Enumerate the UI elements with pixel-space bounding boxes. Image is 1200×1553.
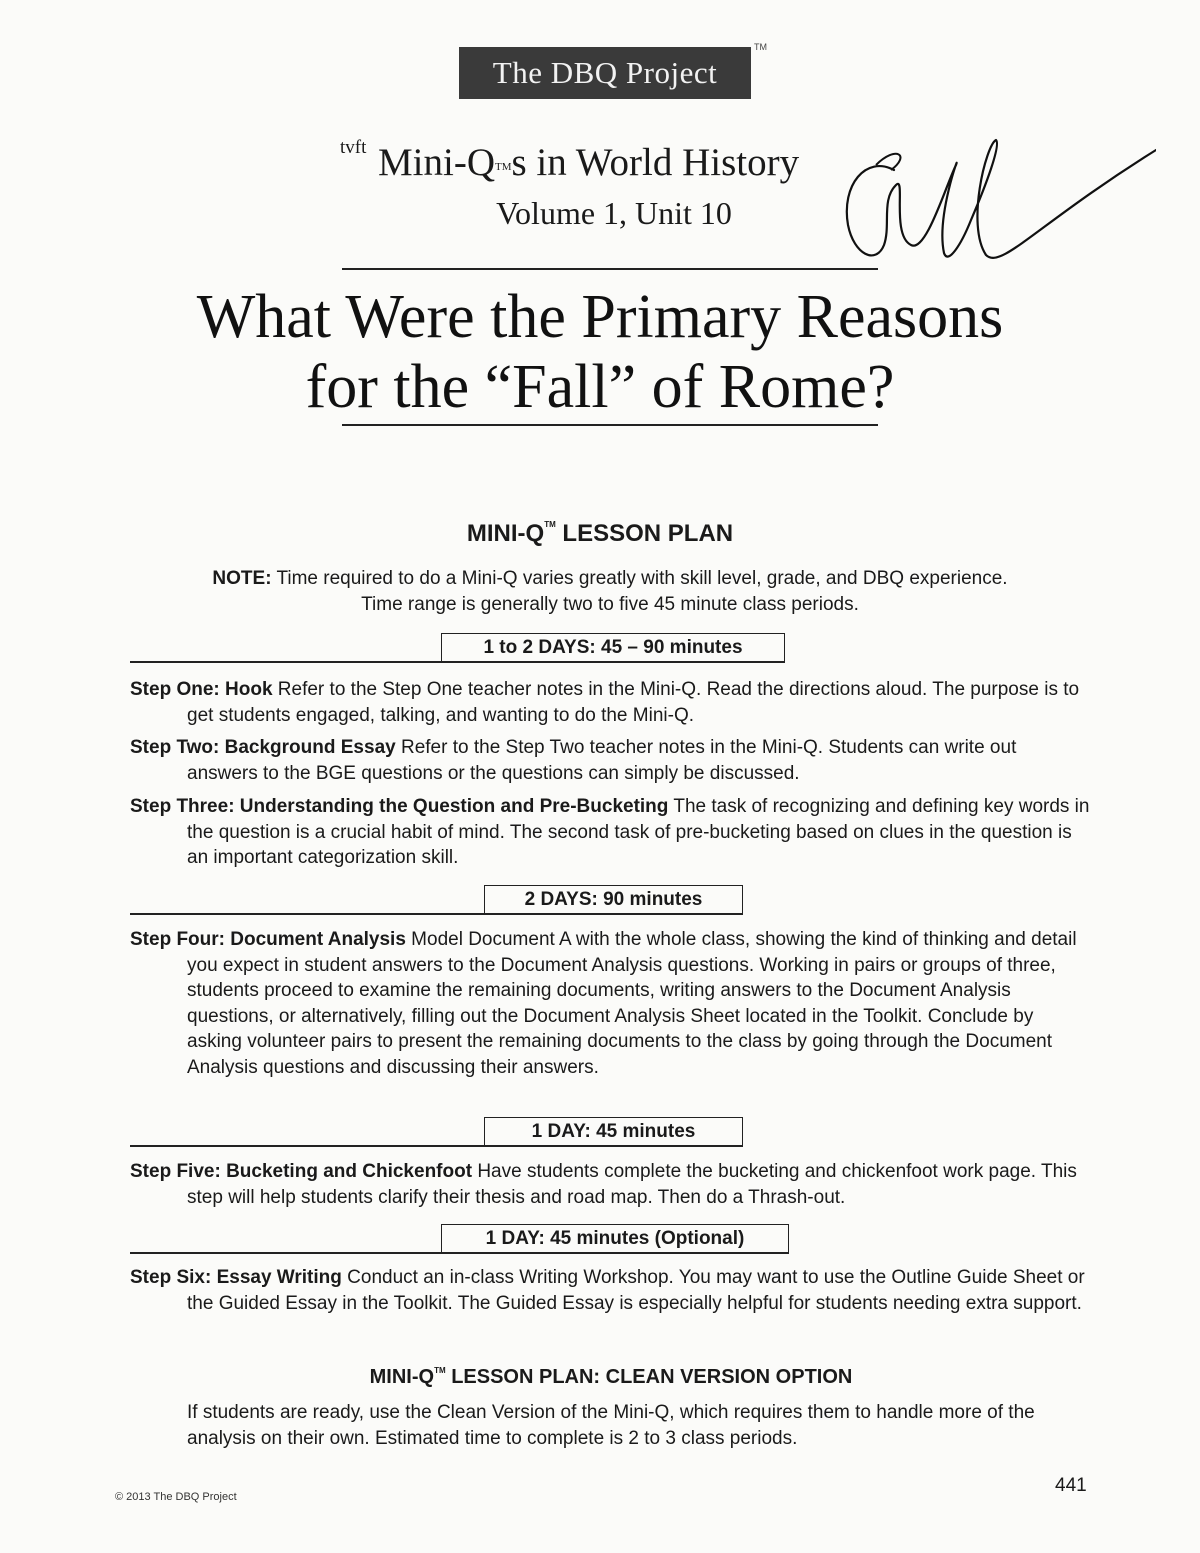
time-block-2: 2 DAYS: 90 minutes: [484, 885, 743, 914]
step-three-title: Step Three: Understanding the Question and Pre-Bucketing: [130, 796, 669, 817]
step-four-title: Step Four: Document Analysis: [130, 929, 406, 950]
handwritten-annotation: tvft: [340, 137, 367, 158]
step-one: [130, 677, 1090, 728]
copyright-notice: © 2013 The DBQ Project: [115, 1491, 237, 1503]
series-title: [378, 141, 799, 185]
lesson-plan-heading-text: MINI-Q: [466, 520, 545, 547]
step-two-title: Step Two: Background Essay: [130, 737, 396, 758]
step-five: [130, 1159, 1090, 1210]
clean-heading-trademark: TM: [434, 1366, 446, 1375]
series-title-main: Mini-Q: [378, 141, 495, 184]
step-five-text: Have students complete the bucketing and chickenfoot work page. This step will help students clarify their thesis and road map. Then do a Thrash-out.: [187, 1161, 1077, 1208]
dbq-project-logo: The DBQ Project: [459, 47, 751, 99]
step-three: [130, 794, 1090, 871]
time-block-1: 1 to 2 DAYS: 45 – 90 minutes: [441, 633, 785, 662]
title-line-2: for the “Fall” of Rome?: [305, 353, 895, 421]
step-one-title: Step One: Hook: [130, 679, 273, 700]
time-note: [0, 566, 1200, 618]
note-label: NOTE:: [212, 568, 272, 589]
step-one-text: Refer to the Step One teacher notes in the Mini-Q. Read the directions aloud. The purpose is to get students engaged, talking, and wanting to do the Mini-Q.: [187, 679, 1080, 726]
step-four: [130, 927, 1090, 1080]
note-line-1: Time required to do a Mini-Q varies greatly with skill level, grade, and DBQ experience.: [271, 568, 1008, 589]
step-six: [130, 1265, 1090, 1316]
title-line-1: What Were the Primary Reasons: [196, 283, 1004, 351]
lesson-plan-heading: [0, 520, 1200, 548]
step-six-title: Step Six: Essay Writing: [130, 1267, 342, 1288]
step-five-title: Step Five: Bucketing and Chickenfoot: [130, 1161, 473, 1182]
clean-version-heading: [0, 1366, 1200, 1389]
logo-trademark: TM: [754, 42, 767, 52]
page-title: [0, 282, 1200, 422]
step-two-text: Refer to the Step Two teacher notes in the Mini-Q. Students can write out answers to the BGE questions or the questions can simply be discussed.: [187, 737, 1017, 784]
step-four-text: Model Document A with the whole class, showing the kind of thinking and detail you expect in student answers to the Document Analysis questions. Working in pairs or groups of three, students proceed to examine the remaining documents, writing answers to the Document Analysis questions, or alternatively, filling out the Document Analysis Sheet located in the Toolkit. Conclude by asking volunteer pairs to present the remaining documents to the class by going through the Document Analysis questions and discussing their answers.: [187, 929, 1077, 1078]
step-three-text: The task of recognizing and defining key words in the question is a crucial habit of mind. The second task of pre-bucketing based on clues in the question is an important categorization skill.: [187, 796, 1090, 868]
clean-version-text: If students are ready, use the Clean Version of the Mini-Q, which requires them to handle more of the analysis on their own. Estimated time to complete is 2 to 3 class periods.: [187, 1402, 1035, 1449]
handwritten-signature: [836, 125, 1156, 275]
title-bottom-rule: [342, 424, 878, 426]
volume-unit: Volume 1, Unit 10: [496, 195, 732, 231]
lesson-plan-heading-rest: LESSON PLAN: [555, 520, 734, 547]
step-six-text: Conduct an in-class Writing Workshop. You may want to use the Outline Guide Sheet or the Guided Essay in the Toolkit. The Guided Essay is especially helpful for students needing extra support.: [187, 1267, 1085, 1314]
time-block-4: 1 DAY: 45 minutes (Optional): [441, 1224, 789, 1253]
step-two: [130, 735, 1090, 786]
series-trademark: TM: [495, 161, 512, 173]
title-top-rule: [342, 268, 878, 270]
lesson-plan-trademark: TM: [544, 520, 556, 529]
page-number: 441: [1055, 1475, 1087, 1496]
clean-heading-text: MINI-Q: [369, 1366, 435, 1388]
note-line-2: Time range is generally two to five 45 minute class periods.: [361, 594, 859, 615]
time-block-3: 1 DAY: 45 minutes: [484, 1117, 743, 1146]
clean-heading-rest: LESSON PLAN: CLEAN VERSION OPTION: [445, 1366, 853, 1388]
series-title-rest: s in World History: [511, 141, 800, 184]
